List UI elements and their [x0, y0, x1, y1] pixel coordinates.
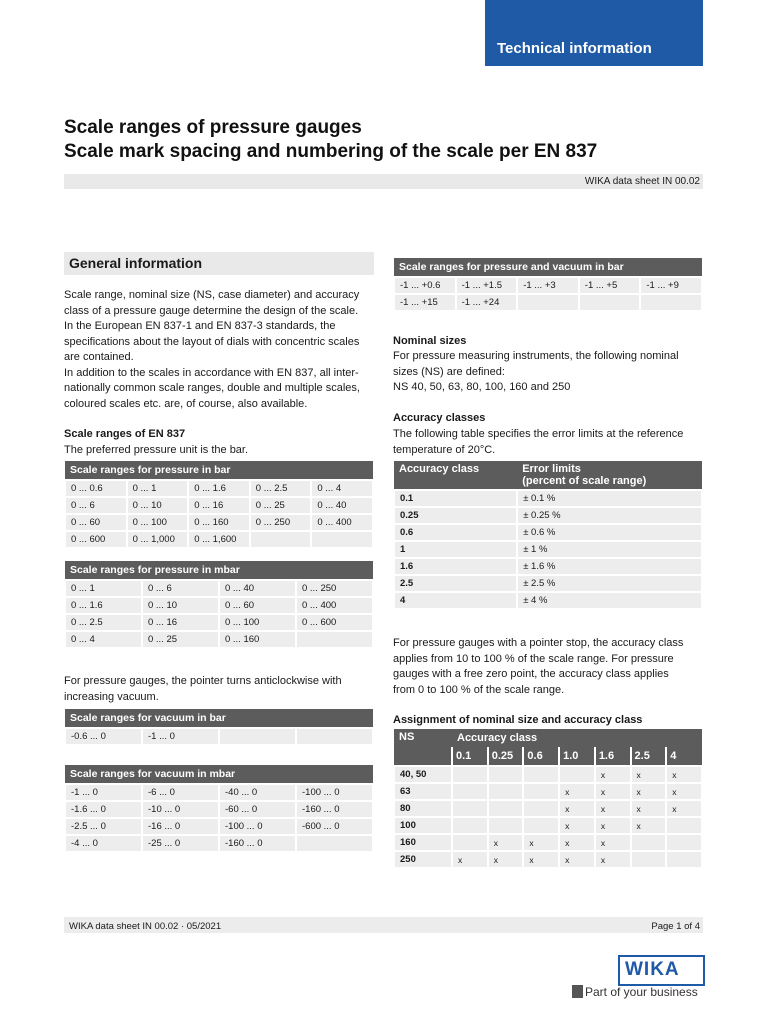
tagline-mark-icon [572, 985, 583, 998]
ns-cell: 63 [394, 783, 452, 800]
mark-cell [631, 834, 667, 851]
table-cell: 0 ... 600 [65, 531, 127, 548]
mark-cell: x [559, 834, 595, 851]
table-title: Scale ranges for pressure in bar [65, 461, 373, 480]
table-cell: 0 ... 2.5 [250, 480, 312, 497]
table-row [65, 497, 373, 514]
mark-cell: x [595, 800, 631, 817]
error-limits-sublabel: (percent of scale range) [522, 475, 647, 487]
mark-cell: x [595, 851, 631, 868]
text-line: sizes (NS) are defined: [393, 365, 505, 378]
assignment-heading: Assignment of nominal size and accuracy class [393, 714, 643, 726]
table-header-row [65, 461, 373, 480]
mark-cell [488, 783, 524, 800]
table-cell: 0 ... 1 [127, 480, 189, 497]
table-row [394, 575, 702, 592]
text-line: The following table specifies the error limits at the reference [393, 428, 684, 440]
table-cell [579, 294, 641, 311]
pointer-note [393, 636, 713, 698]
table-cell: 0 ... 40 [219, 580, 296, 597]
mark-cell: x [631, 800, 667, 817]
table-cell [296, 631, 373, 648]
document-type-banner [485, 0, 703, 66]
table-cell: 0 ... 10 [142, 597, 219, 614]
mark-cell: x [559, 851, 595, 868]
table-row [394, 294, 702, 311]
text-line: Scale range, nominal size (NS, case diameter) and accuracy [64, 289, 360, 301]
table-cell: -25 ... 0 [142, 835, 219, 852]
table-cell: -1.6 ... 0 [65, 801, 142, 818]
table-cell: 0 ... 4 [311, 480, 373, 497]
table-header-row [65, 561, 373, 580]
footer-ref: WIKA data sheet IN 00.02 · 05/2021 [69, 921, 222, 932]
section-heading-general [64, 252, 374, 275]
table-cell: 0.1 [394, 490, 517, 507]
column-header-error-limits [517, 461, 702, 490]
mark-cell [452, 783, 488, 800]
table-row [65, 531, 373, 548]
mark-cell [452, 834, 488, 851]
table-row [65, 818, 373, 835]
ns-cell: 80 [394, 800, 452, 817]
table-accuracy-classes [393, 461, 703, 610]
table-row [394, 800, 702, 817]
class-header: 4 [666, 747, 702, 766]
table-row [65, 514, 373, 531]
ns-cell: 40, 50 [394, 766, 452, 783]
table-cell: 0 ... 250 [296, 580, 373, 597]
text-line: For pressure measuring instruments, the following nominal [393, 350, 679, 362]
text-line: class of a pressure gauge determine the design of the scale. [64, 304, 359, 317]
table-cell: 0 ... 10 [127, 497, 189, 514]
accuracy-text [393, 427, 713, 458]
mark-cell: x [559, 783, 595, 800]
table-row [394, 592, 702, 609]
wika-logo [618, 955, 705, 986]
table-row [394, 490, 702, 507]
mark-cell: x [488, 851, 524, 868]
table-pressure-vacuum-bar [393, 258, 703, 312]
mark-cell: x [666, 800, 702, 817]
table-cell: -600 ... 0 [296, 818, 373, 835]
class-header: 1.0 [559, 747, 595, 766]
table-title: Scale ranges for pressure in mbar [65, 561, 373, 580]
mark-cell [452, 817, 488, 834]
table-row [65, 784, 373, 801]
nominal-heading: Nominal sizes [393, 335, 467, 347]
table-title: Scale ranges for vacuum in mbar [65, 765, 373, 784]
table-cell: 0 ... 1.6 [188, 480, 250, 497]
general-text [64, 288, 384, 412]
table-row [394, 558, 702, 575]
en837-heading: Scale ranges of EN 837 [64, 428, 186, 440]
table-cell: -10 ... 0 [142, 801, 219, 818]
mark-cell: x [523, 834, 559, 851]
mark-cell: x [559, 817, 595, 834]
table-cell: 2.5 [394, 575, 517, 592]
table-row [394, 783, 702, 800]
table-cell: 0.6 [394, 524, 517, 541]
text-line: coloured scales etc. are, of course, also available. [64, 397, 308, 410]
table-row [394, 766, 702, 783]
mark-cell: x [595, 834, 631, 851]
nominal-text [393, 349, 713, 396]
table-cell: -4 ... 0 [65, 835, 142, 852]
table-row [394, 507, 702, 524]
text-line: from 0 to 100 % of the scale range. [393, 683, 565, 696]
table-cell: 0 ... 6 [142, 580, 219, 597]
page-title-line2: Scale mark spacing and numbering of the scale per EN 837 [64, 141, 598, 162]
mark-cell [666, 834, 702, 851]
mark-cell [523, 817, 559, 834]
class-header: 1.6 [595, 747, 631, 766]
table-cell: 1.6 [394, 558, 517, 575]
mark-cell [488, 766, 524, 783]
table-cell: ± 4 % [517, 592, 702, 609]
table-cell [296, 728, 373, 745]
text-line: For pressure gauges with a pointer stop, the accuracy class [393, 637, 684, 649]
table-row [65, 835, 373, 852]
table-cell: ± 2.5 % [517, 575, 702, 592]
table-cell: -40 ... 0 [219, 784, 296, 801]
table-cell: ± 1.6 % [517, 558, 702, 575]
text-line: In the European EN 837-1 and EN 837-3 standards, the [64, 320, 336, 332]
table-cell: -0.6 ... 0 [65, 728, 142, 745]
table-cell: -1 ... +0.6 [394, 277, 456, 294]
text-line: In addition to the scales in accordance with EN 837, all inter- [64, 366, 359, 379]
table-cell: -60 ... 0 [219, 801, 296, 818]
section-heading-text: General information [69, 255, 203, 271]
table-header-row [394, 258, 702, 277]
mark-cell [631, 851, 667, 868]
mark-cell: x [595, 783, 631, 800]
error-limits-label: Error limits [522, 463, 581, 475]
table-cell: 0 ... 25 [250, 497, 312, 514]
mark-cell: x [666, 766, 702, 783]
column-header-accuracy-class: Accuracy class [452, 729, 702, 747]
table-pressure-bar [64, 461, 374, 549]
table-cell: 0 ... 400 [296, 597, 373, 614]
mark-cell [523, 800, 559, 817]
mark-cell: x [666, 783, 702, 800]
text-line: For pressure gauges, the pointer turns anticlockwise with [64, 675, 342, 687]
table-cell: 0 ... 25 [142, 631, 219, 648]
mark-cell: x [523, 851, 559, 868]
table-row [394, 834, 702, 851]
text-line: nationally common scale ranges, double and multiple scales, [64, 382, 360, 394]
table-cell: 0 ... 4 [65, 631, 142, 648]
table-cell: 0 ... 16 [188, 497, 250, 514]
accuracy-heading: Accuracy classes [393, 412, 486, 424]
table-row [394, 277, 702, 294]
table-cell: -1 ... +9 [640, 277, 702, 294]
table-row [65, 801, 373, 818]
vacuum-note [64, 674, 342, 705]
table-title: Scale ranges for pressure and vacuum in bar [394, 258, 702, 277]
table-cell: -160 ... 0 [296, 801, 373, 818]
table-row [394, 541, 702, 558]
text-line: increasing vacuum. [64, 690, 159, 703]
class-header: 0.25 [488, 747, 524, 766]
table-row [65, 480, 373, 497]
text-line: gauges with a free zero point, the accuracy class applies [393, 668, 669, 680]
table-cell: -100 ... 0 [219, 818, 296, 835]
table-cell: 0 ... 60 [219, 597, 296, 614]
table-cell: 0 ... 0.6 [65, 480, 127, 497]
en837-text: The preferred pressure unit is the bar. [64, 444, 249, 456]
mark-cell: x [631, 783, 667, 800]
table-title: Scale ranges for vacuum in bar [65, 709, 373, 728]
datasheet-ref: WIKA data sheet IN 00.02 [584, 176, 700, 187]
table-cell [296, 835, 373, 852]
table-cell [250, 531, 312, 548]
table-row [65, 597, 373, 614]
table-cell: 0 ... 600 [296, 614, 373, 631]
table-header-row [65, 765, 373, 784]
table-cell: 1 [394, 541, 517, 558]
mark-cell [452, 766, 488, 783]
table-cell: ± 0.6 % [517, 524, 702, 541]
tagline [572, 985, 698, 999]
table-assignment [393, 729, 703, 869]
table-cell: 0 ... 1,000 [127, 531, 189, 548]
table-cell: -6 ... 0 [142, 784, 219, 801]
mark-cell [488, 800, 524, 817]
page-title-line1: Scale ranges of pressure gauges [64, 117, 362, 138]
mark-cell: x [452, 851, 488, 868]
mark-cell: x [631, 817, 667, 834]
table-header-row [65, 709, 373, 728]
table-cell: -1 ... +1.5 [456, 277, 518, 294]
table-row [394, 851, 702, 868]
mark-cell [559, 766, 595, 783]
mark-cell [523, 783, 559, 800]
table-cell [219, 728, 296, 745]
table-row [394, 524, 702, 541]
table-cell: 0.25 [394, 507, 517, 524]
table-cell: 0 ... 6 [65, 497, 127, 514]
table-cell [311, 531, 373, 548]
table-cell: ± 0.25 % [517, 507, 702, 524]
table-cell: 0 ... 1,600 [188, 531, 250, 548]
table-cell: -1 ... +24 [456, 294, 518, 311]
table-cell: 0 ... 60 [65, 514, 127, 531]
mark-cell [666, 851, 702, 868]
text-line: temperature of 20°C. [393, 443, 496, 456]
table-cell: -1 ... 0 [142, 728, 219, 745]
mark-cell [452, 800, 488, 817]
table-vacuum-bar [64, 709, 374, 746]
table-header-row [394, 729, 702, 747]
table-cell: 0 ... 250 [250, 514, 312, 531]
table-cell: -1 ... +15 [394, 294, 456, 311]
table-cell: 0 ... 1.6 [65, 597, 142, 614]
table-cell: -16 ... 0 [142, 818, 219, 835]
table-cell: -2.5 ... 0 [65, 818, 142, 835]
text-line: are contained. [64, 351, 134, 363]
table-cell: -1 ... 0 [65, 784, 142, 801]
table-cell: 0 ... 100 [127, 514, 189, 531]
table-cell [640, 294, 702, 311]
table-cell: 0 ... 100 [219, 614, 296, 631]
table-pressure-mbar [64, 561, 374, 649]
column-header-ns: NS [394, 729, 452, 766]
mark-cell [523, 766, 559, 783]
ns-cell: 250 [394, 851, 452, 868]
mark-cell: x [631, 766, 667, 783]
table-cell: -100 ... 0 [296, 784, 373, 801]
text-line: applies from 10 to 100 % of the scale range. For pressure [393, 652, 674, 665]
ns-cell: 100 [394, 817, 452, 834]
mark-cell: x [595, 817, 631, 834]
class-header: 0.1 [452, 747, 488, 766]
text-line: specifications about the layout of dials with concentric scales [64, 335, 360, 348]
mark-cell: x [559, 800, 595, 817]
mark-cell [488, 817, 524, 834]
mark-cell: x [488, 834, 524, 851]
table-cell: -1 ... +5 [579, 277, 641, 294]
class-header: 2.5 [631, 747, 667, 766]
table-cell: 0 ... 160 [219, 631, 296, 648]
tagline-text: Part of your business [585, 985, 698, 999]
table-row [394, 817, 702, 834]
table-cell: 0 ... 2.5 [65, 614, 142, 631]
page-number: Page 1 of 4 [651, 921, 700, 932]
table-cell: 0 ... 40 [311, 497, 373, 514]
banner-text: Technical information [497, 40, 652, 57]
table-cell: -160 ... 0 [219, 835, 296, 852]
table-cell: 0 ... 400 [311, 514, 373, 531]
column-header-accuracy-class: Accuracy class [394, 461, 517, 490]
table-header-row [394, 461, 702, 490]
table-cell: 0 ... 16 [142, 614, 219, 631]
mark-cell [666, 817, 702, 834]
text-line: NS 40, 50, 63, 80, 100, 160 and 250 [393, 381, 571, 393]
class-header: 0.6 [523, 747, 559, 766]
table-row [65, 614, 373, 631]
table-row [65, 631, 373, 648]
table-vacuum-mbar [64, 765, 374, 853]
table-cell: 4 [394, 592, 517, 609]
table-cell: ± 1 % [517, 541, 702, 558]
mark-cell: x [595, 766, 631, 783]
ns-cell: 160 [394, 834, 452, 851]
table-cell: ± 0.1 % [517, 490, 702, 507]
table-row [65, 728, 373, 745]
table-cell: 0 ... 160 [188, 514, 250, 531]
table-row [65, 580, 373, 597]
logo-text: WIKA [625, 959, 680, 980]
table-cell: 0 ... 1 [65, 580, 142, 597]
table-cell: -1 ... +3 [517, 277, 579, 294]
table-cell [517, 294, 579, 311]
